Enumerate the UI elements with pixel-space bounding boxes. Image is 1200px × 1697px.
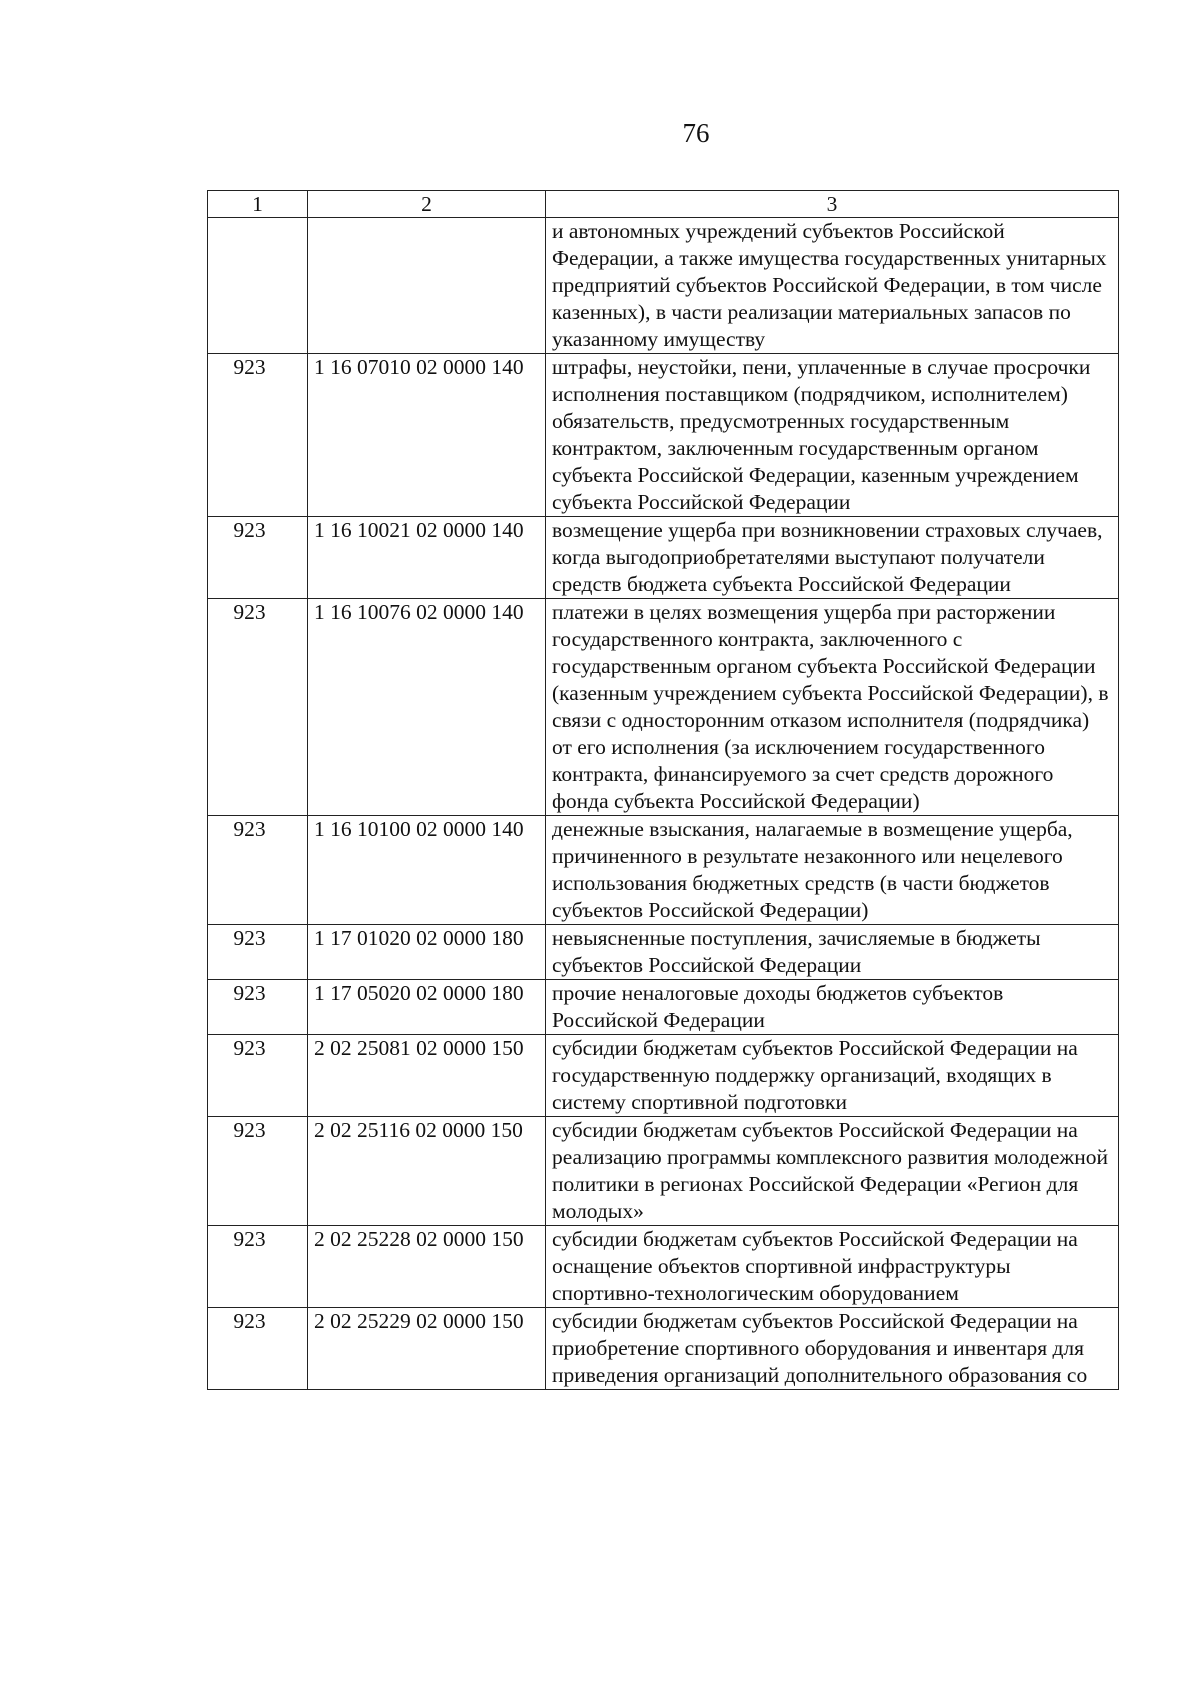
description-cell: субсидии бюджетам субъектов Российской Федерации на приобретение спортивного оборудования и инвентаря для приведения организаций дополнительного образования со [546, 1308, 1119, 1390]
description-cell: штрафы, неустойки, пени, уплаченные в случае просрочки исполнения поставщиком (подрядчиком, исполнителем) обязательств, предусмотренных государственным контрактом, заключенным государственным органом субъекта Российской Федерации, казенным учреждением субъекта Российской Федерации [546, 354, 1119, 517]
table-row [208, 1308, 1119, 1390]
admin-code-cell: 923 [208, 517, 308, 599]
budget-code-cell: 2 02 25228 02 0000 150 [308, 1226, 546, 1308]
table-row [208, 218, 1119, 354]
budget-codes-table [207, 190, 1119, 1390]
admin-code-cell: 923 [208, 980, 308, 1035]
description-cell: субсидии бюджетам субъектов Российской Федерации на реализацию программы комплексного развития молодежной политики в регионах Российской Федерации «Регион для молодых» [546, 1117, 1119, 1226]
budget-code-cell: 1 16 10076 02 0000 140 [308, 599, 546, 816]
budget-code-cell: 1 17 01020 02 0000 180 [308, 925, 546, 980]
description-cell: платежи в целях возмещения ущерба при расторжении государственного контракта, заключенного с государственным органом субъекта Российской Федерации (казенным учреждением субъекта Российской Федерации), в связи с односторонним отказом исполнителя (подрядчика) от его исполнения (за исключением государственного контракта, финансируемого за счет средств дорожного фонда субъекта Российской Федерации) [546, 599, 1119, 816]
budget-code-cell: 1 16 07010 02 0000 140 [308, 354, 546, 517]
table-row [208, 354, 1119, 517]
description-cell: субсидии бюджетам субъектов Российской Федерации на оснащение объектов спортивной инфраструктуры спортивно-технологическим оборудованием [546, 1226, 1119, 1308]
description-cell: субсидии бюджетам субъектов Российской Федерации на государственную поддержку организаций, входящих в систему спортивной подготовки [546, 1035, 1119, 1117]
admin-code-cell: 923 [208, 925, 308, 980]
budget-code-cell: 2 02 25229 02 0000 150 [308, 1308, 546, 1390]
table-row [208, 925, 1119, 980]
admin-code-cell: 923 [208, 1226, 308, 1308]
budget-code-cell: 1 17 05020 02 0000 180 [308, 980, 546, 1035]
admin-code-cell: 923 [208, 354, 308, 517]
budget-code-cell: 2 02 25116 02 0000 150 [308, 1117, 546, 1226]
page-number: 76 [682, 118, 710, 148]
admin-code-cell [208, 218, 308, 354]
table-row [208, 980, 1119, 1035]
table-row [208, 1035, 1119, 1117]
description-cell: и автономных учреждений субъектов Российской Федерации, а также имущества государственных унитарных предприятий субъектов Российской Федерации, в том числе казенных), в части реализации материальных запасов по указанному имуществу [546, 218, 1119, 354]
admin-code-cell: 923 [208, 599, 308, 816]
admin-code-cell: 923 [208, 1308, 308, 1390]
description-cell: возмещение ущерба при возникновении страховых случаев, когда выгодоприобретателями выступают получатели средств бюджета субъекта Российской Федерации [546, 517, 1119, 599]
column-header-3: 3 [546, 191, 1119, 218]
budget-code-cell: 1 16 10100 02 0000 140 [308, 816, 546, 925]
budget-code-cell: 2 02 25081 02 0000 150 [308, 1035, 546, 1117]
admin-code-cell: 923 [208, 1035, 308, 1117]
column-header-1: 1 [208, 191, 308, 218]
table-row [208, 1226, 1119, 1308]
description-cell: денежные взыскания, налагаемые в возмещение ущерба, причиненного в результате незаконного или нецелевого использования бюджетных средств (в части бюджетов субъектов Российской Федерации) [546, 816, 1119, 925]
table-row [208, 816, 1119, 925]
admin-code-cell: 923 [208, 816, 308, 925]
table-header-row [208, 191, 1119, 218]
budget-code-cell: 1 16 10021 02 0000 140 [308, 517, 546, 599]
table-row [208, 1117, 1119, 1226]
budget-code-cell [308, 218, 546, 354]
admin-code-cell: 923 [208, 1117, 308, 1226]
table-row [208, 517, 1119, 599]
column-header-2: 2 [308, 191, 546, 218]
description-cell: невыясненные поступления, зачисляемые в бюджеты субъектов Российской Федерации [546, 925, 1119, 980]
table-row [208, 599, 1119, 816]
description-cell: прочие неналоговые доходы бюджетов субъектов Российской Федерации [546, 980, 1119, 1035]
